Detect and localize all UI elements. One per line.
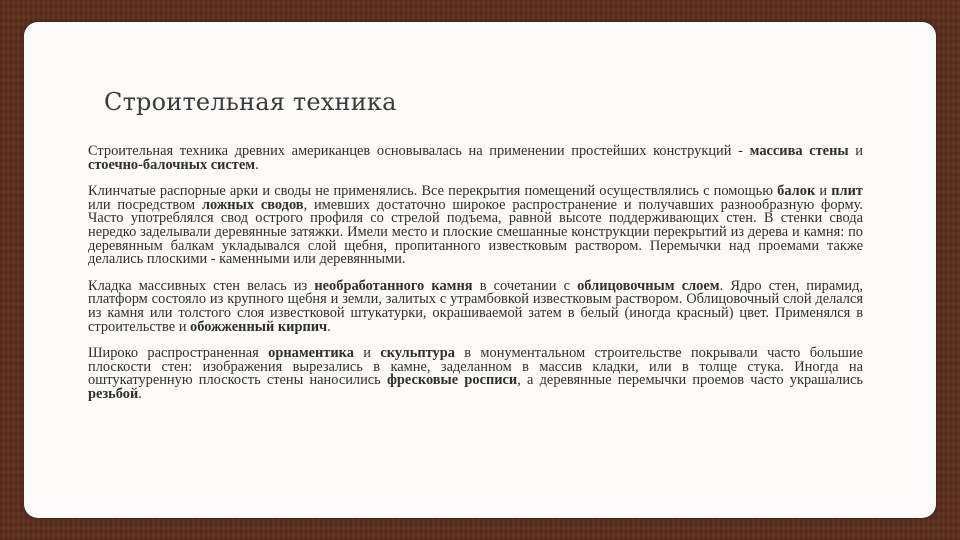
text-run: , а деревянные перемычки проемов часто украшались — [517, 372, 863, 389]
text-run: в монументальном строительстве покрывали часто большие плоскости стен: изображения вырезались в камне, заделанном в массив кладки, или в толще стука. Иногда на оштукатуренную плоскость стены наносились — [88, 345, 863, 389]
emphasis: скульптура — [380, 345, 455, 362]
emphasis: массива стены — [749, 143, 849, 159]
emphasis: фресковые росписи — [386, 372, 518, 389]
text-run: . — [138, 385, 142, 402]
text-run: в сочетании с — [472, 277, 578, 294]
emphasis: орнаментика — [268, 345, 354, 362]
text-run: Кладка массивных стен велась из — [88, 277, 315, 294]
text-run: Строительная техника древних американцев основывалась на применении простейших конструкций - — [88, 143, 750, 159]
emphasis: облицовочным слоем — [577, 277, 720, 294]
paragraph — [88, 145, 863, 172]
text-run: и — [848, 143, 863, 159]
slide-title: Строительная техника — [104, 88, 397, 116]
emphasis: стоечно-балочных систем — [88, 156, 256, 173]
emphasis: плит — [831, 183, 863, 200]
text-run: Широко распространенная — [88, 345, 269, 362]
slide-body — [88, 145, 863, 415]
paragraph — [88, 185, 863, 267]
text-run: , имевших достаточно широкое распространение и получавших разнообразную форму. Часто употреблялся свод острого профиля со стрелой подъема, равной высоте поддерживающих стен. В стенки свода нередко заделывали деревянные затяжки. Имели место и плоские смешанные конструкции перекрытий из дерева и камня: по деревянным балкам укладывался слой щебня, пропитанного известковым раствором. Перемычки над проемами также делались плоскими - каменными или деревянными. — [88, 196, 863, 268]
paragraph — [88, 277, 863, 335]
emphasis: ложных сводов — [201, 196, 304, 213]
text-run: . — [255, 156, 259, 173]
text-run: и — [815, 183, 832, 200]
text-run: Клинчатые распорные арки и своды не применялись. Все перекрытия помещений осуществлялись с помощью — [88, 183, 778, 200]
paragraph — [88, 347, 863, 401]
emphasis: балок — [777, 183, 816, 200]
emphasis: резьбой — [88, 385, 139, 402]
emphasis: необработанного камня — [314, 277, 473, 294]
text-run: . — [327, 318, 331, 335]
text-run: и — [353, 345, 381, 362]
emphasis: обожженный кирпич — [190, 318, 328, 335]
text-run: или посредством — [88, 196, 202, 213]
text-run: . Ядро стен, пирамид, платформ состояло из крупного щебня и земли, залитых с утрамбовкой известковым раствором. Облицовочный слой делался из камня или толстого слоя известковой штукатурки, окрашиваемой затем в белый (иногда красный) цвет. Применялся в строительстве и — [88, 277, 863, 335]
